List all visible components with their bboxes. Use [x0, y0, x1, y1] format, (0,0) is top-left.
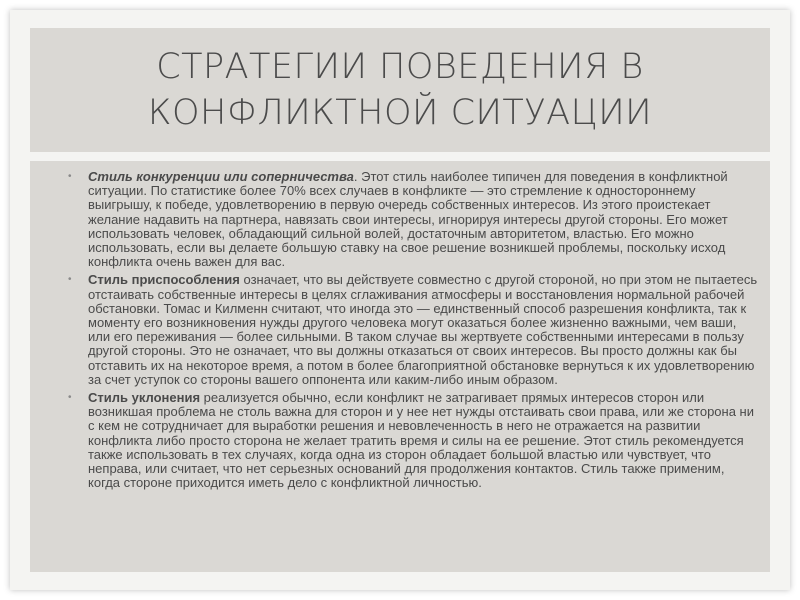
slide-title	[30, 44, 770, 136]
slide-title-line-1: СТРАТЕГИИ ПОВЕДЕНИЯ В	[156, 47, 644, 87]
bullet-list	[68, 170, 758, 490]
slide-frame	[10, 10, 790, 590]
slide	[30, 28, 770, 572]
slide-title-line-2: КОНФЛИКТНОЙ СИТУАЦИИ	[147, 93, 653, 133]
style-description: . Этот стиль наиболее типичен для поведения в конфликтной ситуации. По статистике более 70% всех случаев в конфликте — это стремление к одностороннему выигрышу, к победе, удовлетворению в первую очередь собственных интересов. Из этого проистекает желание надавить на партнера, навязать свои интересы, игнорируя интересы другой стороны. Его может использовать человек, обладающий сильной волей, достаточным авторитетом, властью. Его можно использовать, если вы делаете большую ставку на свое решение возникшей проблемы, поскольку исход конфликта очень важен для вас.	[88, 169, 728, 270]
style-term: Стиль конкуренции или соперничества	[88, 169, 354, 184]
style-description: реализуется обычно, если конфликт не затрагивает прямых интересов сторон или возникшая проблема не столь важна для сторон и у нее нет нужды отстаивать свои права, или же сторона ни с кем не сотрудничает для выработки решения и невовлеченность в него не отражается на развитии конфликта либо просто сторона не желает тратить время и силы на ее решение. Этот стиль рекомендуется также использовать в тех случаях, когда одна из сторон обладает большой властью или чувствует, что неправа, или считает, что нет серьезных оснований для продолжения контактов. Стиль также применим, когда стороне приходится иметь дело с конфликтной личностью.	[88, 390, 754, 491]
bullet-icon: •	[68, 274, 72, 286]
list-item	[68, 170, 758, 269]
list-item	[68, 273, 758, 387]
list-item	[68, 391, 758, 490]
slide-content	[68, 170, 758, 494]
bullet-icon: •	[68, 171, 72, 182]
style-term: Стиль приспособления	[88, 272, 240, 288]
bullet-icon: •	[68, 392, 72, 404]
title-divider	[30, 152, 770, 161]
style-description: означает, что вы действуете совместно с другой стороной, но при этом не пытаетесь отстаивать собственные интересы в целях сглаживания атмосферы и восстановления нормальной рабочей обстановки. Томас и Килменн считают, что иногда это — единственный способ разрешения конфликта, так к моменту его возникновения нужды другого человека могут оказаться более жизненно важными, чем ваши, или его переживания — более сильными. В таком случае вы жертвуете собственными интересами в пользу другой стороны. Это не означает, что вы должны отказаться от своих интересов. Вы просто должны как бы отставить их на некоторое время, а потом в более благоприятной обстановке вернуться к их удовлетворению за счет уступок со стороны вашего оппонента или каким-либо иным образом.	[88, 272, 758, 387]
style-term: Стиль уклонения	[88, 390, 201, 406]
